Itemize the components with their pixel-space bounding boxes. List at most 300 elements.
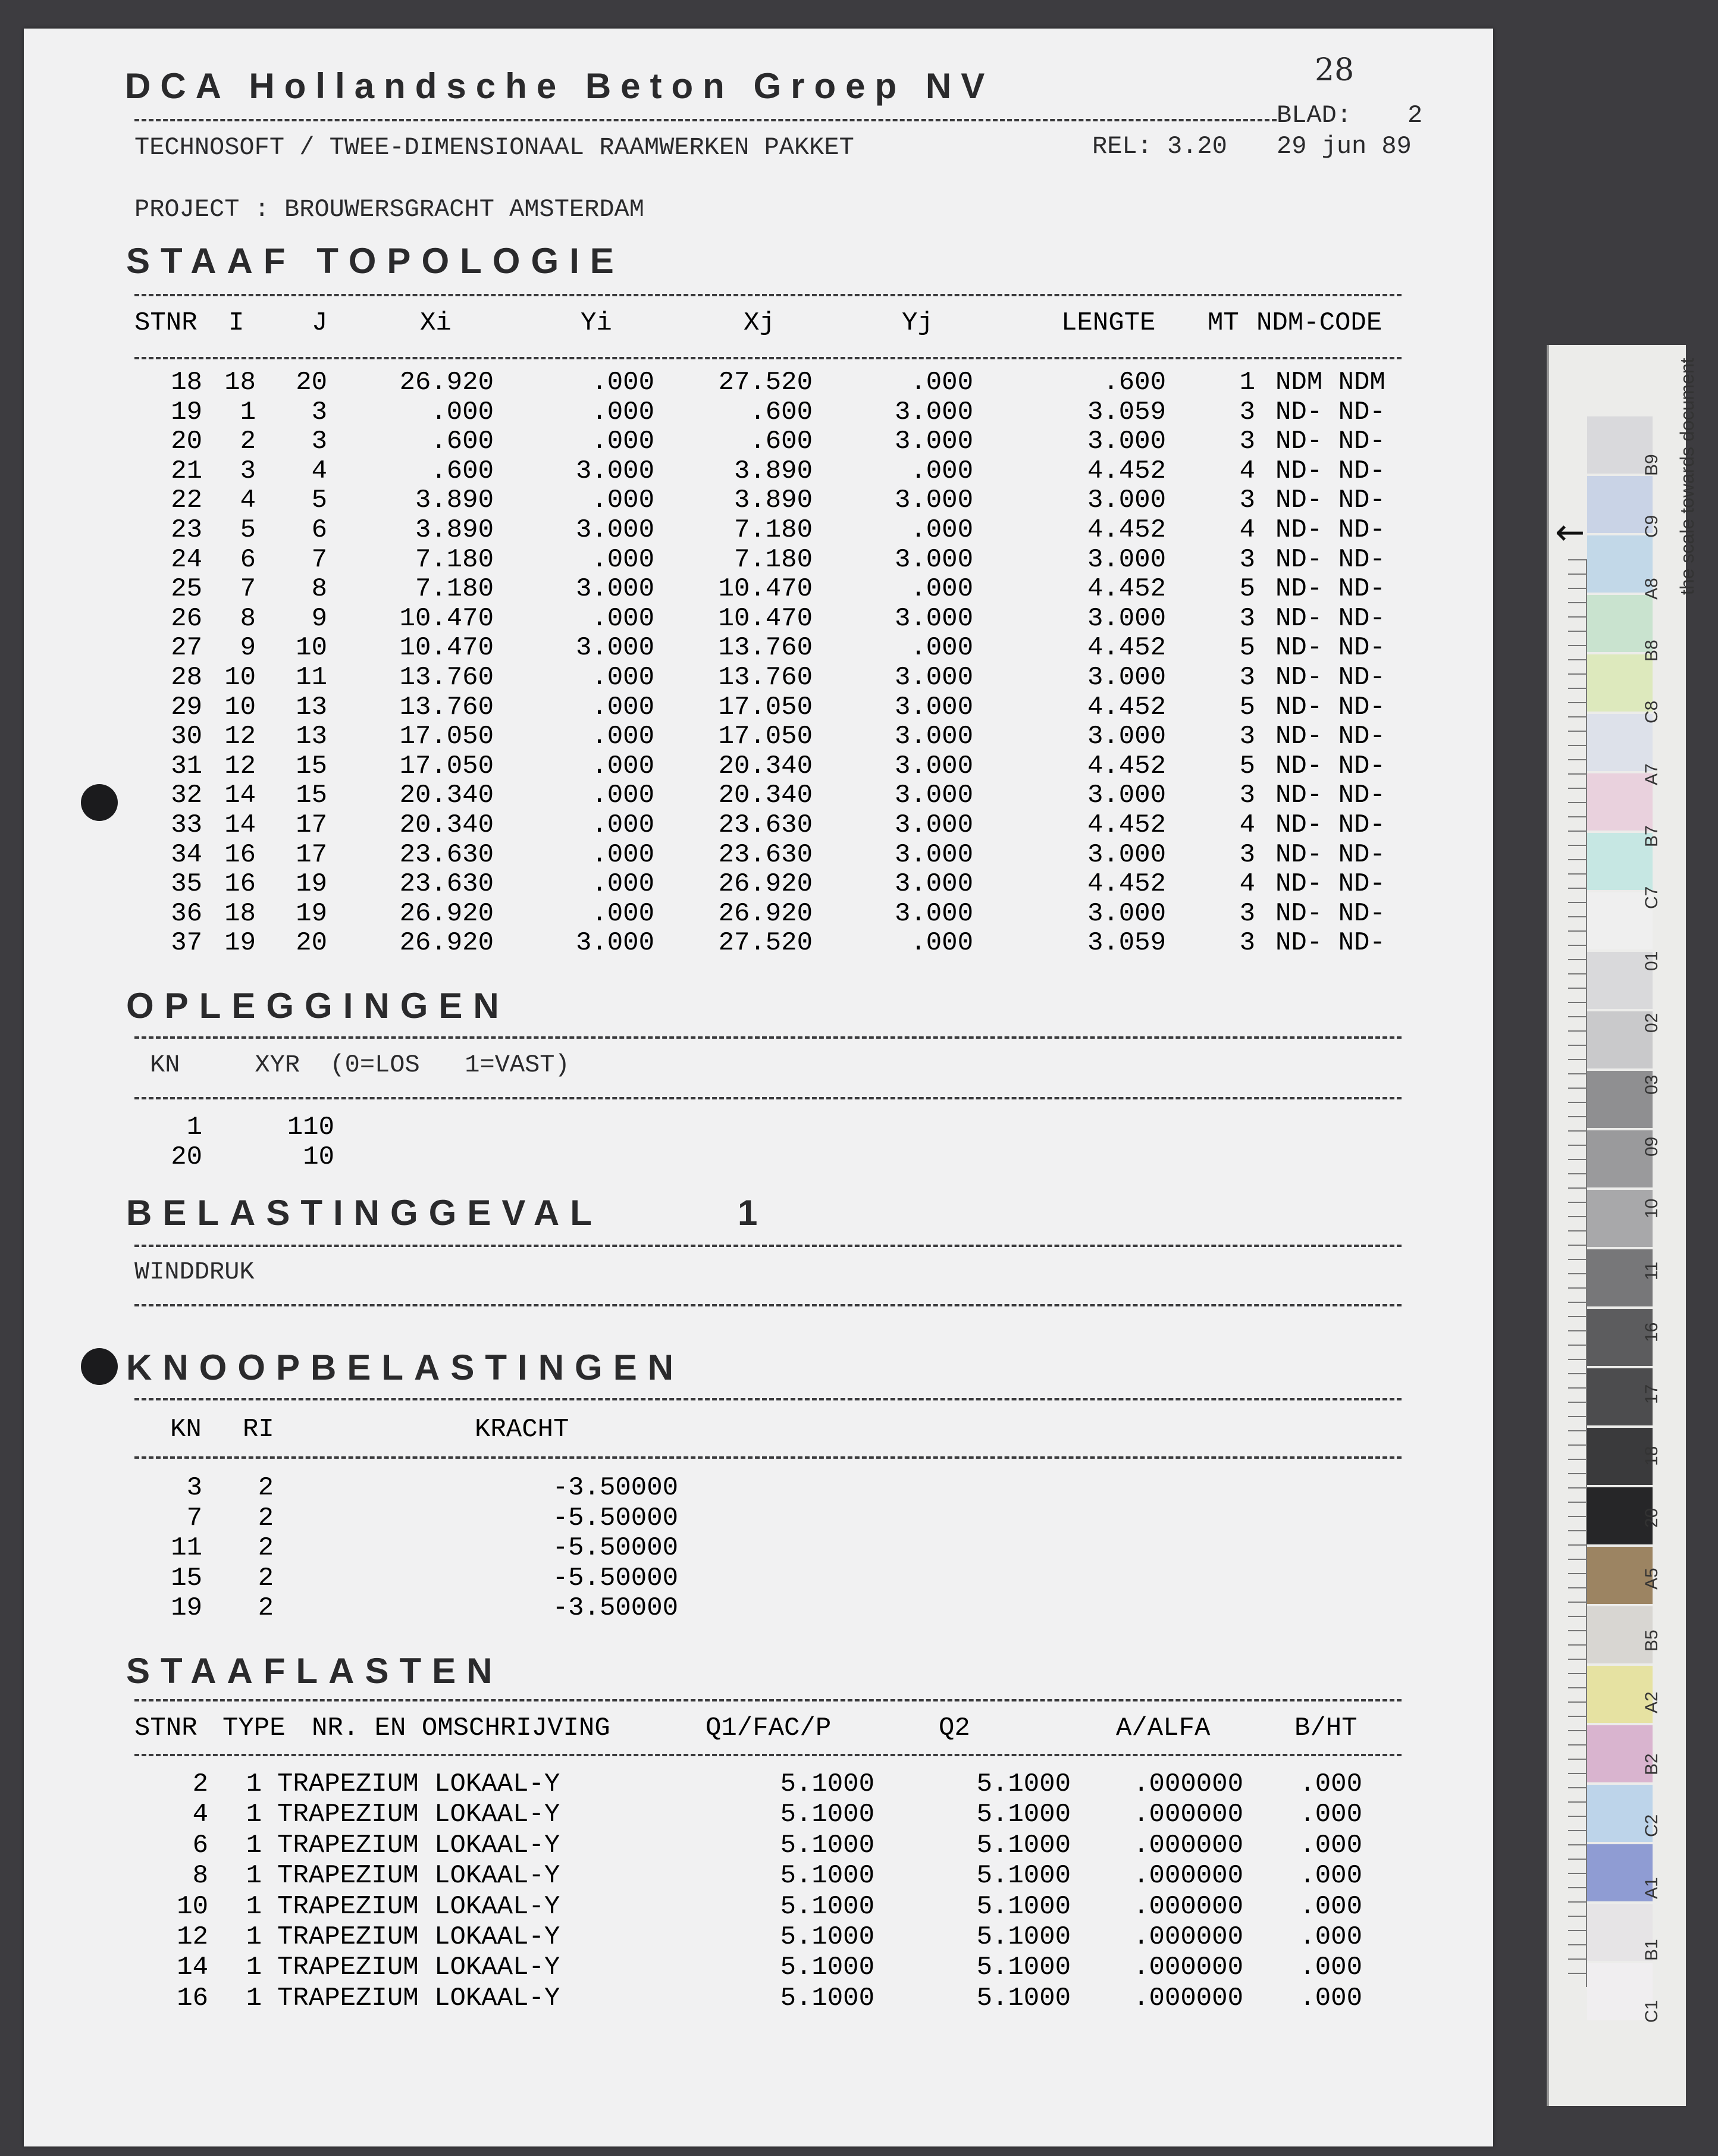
table-cell: 3.000	[894, 485, 973, 516]
table-cell: 32	[171, 781, 202, 811]
table-cell: 3.059	[1087, 397, 1166, 427]
table-cell: 7	[186, 1503, 202, 1533]
table-cell: 20	[296, 928, 327, 958]
table-cell: 7	[240, 574, 256, 604]
table-cell: .000	[1299, 1861, 1362, 1891]
section-title-staaf-topologie: STAAF TOPOLOGIE	[126, 241, 625, 281]
handwritten-page-number: 28	[1315, 52, 1355, 88]
table-cell: 1	[186, 1113, 202, 1142]
column-header: KRACHT	[475, 1415, 569, 1444]
table-cell: ND- ND-	[1275, 544, 1385, 575]
table-cell: 17.050	[718, 692, 813, 722]
table-cell: 2	[258, 1563, 274, 1593]
column-header: Xj	[744, 308, 775, 338]
table-cell: 24	[171, 544, 202, 575]
table-cell: .000	[591, 368, 654, 397]
table-cell: 7.180	[733, 544, 813, 575]
table-cell: TRAPEZIUM LOKAAL-Y	[277, 1922, 560, 1952]
color-patch-label: B1	[1642, 1939, 1661, 1961]
table-cell: TRAPEZIUM LOKAAL-Y	[277, 1800, 560, 1830]
table-cell: NDM NDM	[1275, 368, 1385, 397]
table-cell: 3.000	[894, 663, 973, 692]
section-title-knoopbelastingen: KNOOPBELASTINGEN	[126, 1348, 685, 1387]
table-cell: 37	[171, 928, 202, 958]
table-cell: 2	[258, 1503, 274, 1533]
table-cell: TRAPEZIUM LOKAAL-Y	[277, 1953, 560, 1983]
table-cell: 17.050	[718, 722, 813, 752]
belastinggeval-description: WINDDRUK	[134, 1258, 255, 1286]
divider	[134, 1398, 1402, 1400]
table-cell: ND- ND-	[1275, 633, 1385, 663]
table-cell: 5.1000	[976, 1861, 1071, 1891]
table-cell: 4.452	[1087, 751, 1166, 781]
table-cell: 15	[296, 751, 327, 781]
table-cell: ND- ND-	[1275, 485, 1385, 516]
table-cell: 3.000	[1087, 485, 1166, 516]
table-cell: 19	[171, 1593, 202, 1624]
table-cell: 16	[224, 869, 256, 900]
table-cell: 26.920	[399, 898, 494, 929]
table-cell: .000	[591, 603, 654, 634]
table-cell: .000	[591, 898, 654, 929]
table-cell: .000	[1299, 1983, 1362, 2013]
table-cell: 10	[177, 1891, 208, 1922]
table-cell: TRAPEZIUM LOKAAL-Y	[277, 1769, 560, 1799]
table-cell: 3	[1239, 839, 1255, 870]
punch-hole	[81, 1348, 118, 1385]
table-cell: TRAPEZIUM LOKAAL-Y	[277, 1983, 560, 2013]
table-cell: 3.000	[1087, 663, 1166, 692]
table-cell: 7.180	[415, 574, 494, 604]
table-cell: 3.000	[894, 427, 973, 457]
table-cell: 2	[258, 1533, 274, 1563]
table-cell: 10	[303, 1142, 334, 1172]
table-cell: 10.470	[399, 633, 494, 663]
table-cell: 19	[171, 397, 202, 427]
table-cell: 3	[1239, 603, 1255, 634]
table-cell: 27.520	[718, 368, 813, 397]
divider	[134, 1245, 1402, 1247]
table-cell: ND- ND-	[1275, 869, 1385, 900]
table-cell: ND- ND-	[1275, 810, 1385, 840]
table-cell: 1	[240, 397, 256, 427]
table-cell: 5.1000	[780, 1891, 874, 1922]
table-cell: 6	[240, 544, 256, 575]
table-cell: ND- ND-	[1275, 751, 1385, 781]
table-cell: 18	[171, 368, 202, 397]
table-cell: 26	[171, 603, 202, 634]
column-header: A/ALFA	[1116, 1713, 1211, 1743]
table-cell: .000	[431, 397, 494, 427]
table-cell: 14	[224, 810, 256, 840]
table-cell: 7	[311, 544, 327, 575]
table-cell: 20.340	[718, 751, 813, 781]
table-cell: .000	[591, 663, 654, 692]
table-cell: 23.630	[399, 869, 494, 900]
table-cell: .000	[1299, 1769, 1362, 1799]
column-header: Yi	[581, 308, 612, 338]
table-cell: 7.180	[733, 515, 813, 545]
table-cell: 5.1000	[780, 1983, 874, 2013]
table-cell: 3.000	[894, 722, 973, 752]
column-header: RI	[243, 1415, 274, 1444]
color-patch-label: 18	[1642, 1446, 1661, 1466]
table-cell: 19	[296, 869, 327, 900]
color-patch-label: 10	[1642, 1198, 1661, 1218]
table-cell: 3.000	[1087, 544, 1166, 575]
table-cell: .000	[1299, 1830, 1362, 1860]
divider	[134, 119, 1277, 121]
table-cell: 20.340	[399, 781, 494, 811]
table-cell: ND- ND-	[1275, 603, 1385, 634]
table-cell: 4	[1239, 810, 1255, 840]
table-cell: 17.050	[399, 751, 494, 781]
table-cell: ND- ND-	[1275, 839, 1385, 870]
table-cell: 20.340	[399, 810, 494, 840]
table-cell: 3	[186, 1473, 202, 1503]
table-cell: 4	[1239, 869, 1255, 900]
table-cell: 5	[1239, 574, 1255, 604]
table-cell: .000	[1299, 1800, 1362, 1830]
column-header: KN	[170, 1415, 202, 1444]
table-cell: 3	[1239, 663, 1255, 692]
table-cell: 23.630	[718, 839, 813, 870]
table-cell: 10	[224, 692, 256, 722]
table-cell: 5.1000	[976, 1953, 1071, 1983]
table-cell: 3.059	[1087, 928, 1166, 958]
table-cell: 5.1000	[780, 1922, 874, 1952]
scale-caption: the scale towards document	[1676, 358, 1698, 595]
table-cell: -5.50000	[552, 1563, 678, 1593]
table-cell: 3.000	[894, 810, 973, 840]
color-patch-label: B9	[1642, 454, 1661, 476]
table-cell: ND- ND-	[1275, 456, 1385, 486]
table-cell: 3.000	[575, 928, 654, 958]
table-cell: ND- ND-	[1275, 781, 1385, 811]
table-cell: .000	[591, 781, 654, 811]
table-cell: 16	[224, 839, 256, 870]
table-cell: 28	[171, 663, 202, 692]
table-cell: .000	[591, 692, 654, 722]
table-cell: 2	[258, 1593, 274, 1624]
arrow-icon: ←	[1555, 512, 1585, 553]
table-cell: 3	[311, 427, 327, 457]
table-cell: 13.760	[718, 663, 813, 692]
table-cell: 3.000	[894, 397, 973, 427]
table-cell: 4.452	[1087, 456, 1166, 486]
table-cell: 13.760	[718, 633, 813, 663]
table-cell: .000	[910, 574, 973, 604]
table-cell: 5.1000	[780, 1830, 874, 1860]
table-cell: 36	[171, 898, 202, 929]
table-cell: 29	[171, 692, 202, 722]
table-cell: 5.1000	[780, 1769, 874, 1799]
color-patch-label: A5	[1642, 1568, 1661, 1590]
table-cell: 3.000	[894, 603, 973, 634]
table-cell: 14	[177, 1953, 208, 1983]
color-patch-label: 17	[1642, 1384, 1661, 1404]
table-cell: 34	[171, 839, 202, 870]
table-cell: 26.920	[399, 928, 494, 958]
table-cell: 7.180	[415, 544, 494, 575]
table-cell: 26.920	[399, 368, 494, 397]
column-header: Q2	[939, 1713, 970, 1743]
table-cell: 3.000	[894, 869, 973, 900]
table-cell: .000	[910, 928, 973, 958]
table-cell: 3.000	[894, 692, 973, 722]
table-cell: .000	[591, 544, 654, 575]
table-cell: ND- ND-	[1275, 928, 1385, 958]
table-cell: .000000	[1133, 1953, 1243, 1983]
column-header: MT	[1208, 308, 1239, 338]
table-cell: 2	[258, 1473, 274, 1503]
table-cell: 35	[171, 869, 202, 900]
table-cell: 20	[171, 1142, 202, 1172]
color-patch-label: A8	[1642, 578, 1661, 600]
blad-label: BLAD:	[1277, 101, 1352, 130]
table-cell: 4.452	[1087, 810, 1166, 840]
table-cell: 1	[246, 1891, 262, 1922]
column-header: NR. EN OMSCHRIJVING	[312, 1713, 610, 1743]
table-cell: 25	[171, 574, 202, 604]
table-cell: 5.1000	[780, 1953, 874, 1983]
table-cell: 4.452	[1087, 574, 1166, 604]
color-patch-label: 09	[1642, 1136, 1661, 1157]
table-cell: 3	[1239, 928, 1255, 958]
section-title-belastinggeval: BELASTINGGEVAL	[126, 1193, 603, 1233]
table-cell: 3.000	[575, 633, 654, 663]
table-cell: 16	[177, 1983, 208, 2013]
table-cell: 3.000	[894, 751, 973, 781]
table-cell: 17	[296, 810, 327, 840]
table-cell: 5.1000	[780, 1800, 874, 1830]
column-header: Yj	[902, 308, 933, 338]
column-header: LENGTE	[1061, 308, 1156, 338]
column-header: STNR	[134, 1713, 197, 1743]
company-name: DCA Hollandsche Beton Groep NV	[125, 66, 995, 106]
table-cell: .000	[1299, 1891, 1362, 1922]
table-cell: .000000	[1133, 1983, 1243, 2013]
table-cell: -5.50000	[552, 1533, 678, 1563]
table-cell: .000	[591, 397, 654, 427]
color-patch-label: C9	[1642, 515, 1661, 538]
table-cell: 17.050	[399, 722, 494, 752]
release: REL: 3.20	[1092, 132, 1227, 161]
table-cell: 19	[224, 928, 256, 958]
table-cell: 5.1000	[780, 1861, 874, 1891]
color-patch-label: 01	[1642, 951, 1661, 971]
table-cell: 9	[240, 633, 256, 663]
column-header: J	[312, 308, 328, 338]
table-cell: 5.1000	[976, 1800, 1071, 1830]
table-cell: 3.000	[894, 781, 973, 811]
table-cell: .000	[910, 515, 973, 545]
column-header: Q1/FAC/P	[706, 1713, 832, 1743]
table-cell: 3	[1239, 427, 1255, 457]
table-cell: 5	[1239, 751, 1255, 781]
table-cell: ND- ND-	[1275, 574, 1385, 604]
table-cell: 4.452	[1087, 692, 1166, 722]
table-cell: .000	[591, 839, 654, 870]
table-cell: ND- ND-	[1275, 692, 1385, 722]
table-cell: 27	[171, 633, 202, 663]
table-cell: 1	[246, 1953, 262, 1983]
column-header: Xi	[420, 308, 452, 338]
color-patch-label: B5	[1642, 1629, 1661, 1652]
table-cell: 13.760	[399, 692, 494, 722]
divider	[134, 294, 1402, 296]
table-cell: 20	[296, 368, 327, 397]
table-cell: .000	[910, 633, 973, 663]
table-cell: .600	[750, 427, 813, 457]
table-cell: 5	[311, 485, 327, 516]
table-cell: 8	[240, 603, 256, 634]
color-patch-label: C8	[1642, 700, 1661, 723]
table-cell: .000000	[1133, 1830, 1243, 1860]
table-cell: 3.000	[1087, 427, 1166, 457]
color-patch-label: 11	[1642, 1261, 1661, 1280]
table-cell: 5.1000	[976, 1769, 1071, 1799]
table-cell: .000	[910, 368, 973, 397]
table-cell: 4.452	[1087, 869, 1166, 900]
table-cell: 4	[311, 456, 327, 486]
table-cell: 18	[224, 368, 256, 397]
table-cell: 10.470	[399, 603, 494, 634]
table-cell: .000000	[1133, 1769, 1243, 1799]
color-patch-label: A2	[1642, 1691, 1661, 1713]
table-cell: 5.1000	[976, 1830, 1071, 1860]
color-patch-label: C2	[1642, 1814, 1661, 1837]
table-cell: 5	[240, 515, 256, 545]
project-line: PROJECT : BROUWERSGRACHT AMSTERDAM	[134, 195, 644, 224]
color-patch-label: B2	[1642, 1753, 1661, 1775]
table-cell: 1	[246, 1800, 262, 1830]
table-cell: 3.000	[894, 839, 973, 870]
table-cell: 1	[246, 1922, 262, 1952]
table-cell: 1	[246, 1983, 262, 2013]
table-cell: 20.340	[718, 781, 813, 811]
table-cell: 1	[246, 1830, 262, 1860]
color-patch-label: 16	[1642, 1322, 1661, 1342]
subtitle: TECHNOSOFT / TWEE-DIMENSIONAAL RAAMWERKEN PAKKET	[134, 133, 854, 162]
table-cell: ND- ND-	[1275, 515, 1385, 545]
table-cell: 12	[177, 1922, 208, 1952]
table-cell: 2	[240, 427, 256, 457]
divider	[134, 1097, 1402, 1099]
table-cell: 23.630	[718, 810, 813, 840]
column-header: NDM-CODE	[1256, 308, 1382, 338]
table-cell: 23.630	[399, 839, 494, 870]
divider	[134, 1699, 1402, 1701]
table-cell: 8	[192, 1861, 208, 1891]
color-patch-label: 02	[1642, 1013, 1661, 1033]
table-cell: 4	[240, 485, 256, 516]
divider	[134, 357, 1402, 359]
table-cell: 4	[1239, 515, 1255, 545]
table-cell: .000	[910, 456, 973, 486]
table-cell: 18	[224, 898, 256, 929]
table-cell: 15	[171, 1563, 202, 1593]
table-cell: 12	[224, 751, 256, 781]
table-cell: ND- ND-	[1275, 663, 1385, 692]
color-patch-label: 03	[1642, 1074, 1661, 1095]
table-cell: 3	[240, 456, 256, 486]
divider	[134, 1304, 1402, 1306]
column-header: B/HT	[1294, 1713, 1358, 1743]
scale-ruler	[1568, 559, 1587, 1987]
table-cell: 30	[171, 722, 202, 752]
table-cell: 1	[246, 1769, 262, 1799]
table-cell: 26.920	[718, 869, 813, 900]
table-cell: 3.890	[733, 485, 813, 516]
table-cell: TRAPEZIUM LOKAAL-Y	[277, 1830, 560, 1860]
table-cell: 3.000	[1087, 722, 1166, 752]
table-cell: ND- ND-	[1275, 898, 1385, 929]
table-cell: .600	[1103, 368, 1166, 397]
table-cell: -5.50000	[552, 1503, 678, 1533]
table-cell: 13	[296, 692, 327, 722]
table-cell: 3	[311, 397, 327, 427]
table-cell: 19	[296, 898, 327, 929]
table-cell: 110	[287, 1113, 334, 1142]
table-cell: 11	[296, 663, 327, 692]
table-cell: 4	[1239, 456, 1255, 486]
table-cell: .000	[591, 869, 654, 900]
table-cell: 3.000	[1087, 898, 1166, 929]
table-cell: 26.920	[718, 898, 813, 929]
table-cell: 3.000	[894, 898, 973, 929]
section-title-opleggingen: OPLEGGINGEN	[126, 986, 510, 1026]
table-cell: .000	[591, 485, 654, 516]
table-cell: 4.452	[1087, 515, 1166, 545]
table-cell: 14	[224, 781, 256, 811]
table-cell: 6	[311, 515, 327, 545]
document-page	[24, 29, 1493, 2146]
table-cell: 12	[224, 722, 256, 752]
table-cell: 3	[1239, 722, 1255, 752]
table-cell: .600	[431, 456, 494, 486]
table-cell: 3.000	[575, 515, 654, 545]
column-header: I	[228, 308, 244, 338]
table-cell: TRAPEZIUM LOKAAL-Y	[277, 1861, 560, 1891]
color-patch-label: A1	[1642, 1877, 1661, 1899]
table-cell: 31	[171, 751, 202, 781]
color-patch-label: 20	[1642, 1508, 1661, 1528]
table-cell: 11	[171, 1533, 202, 1563]
table-cell: 1	[1239, 368, 1255, 397]
table-cell: 3	[1239, 397, 1255, 427]
table-cell: 20	[171, 427, 202, 457]
color-patch-label: C7	[1642, 886, 1661, 909]
table-cell: 8	[311, 574, 327, 604]
table-cell: 5	[1239, 692, 1255, 722]
table-cell: 17	[296, 839, 327, 870]
date: 29 jun 89	[1277, 132, 1412, 161]
table-cell: 10	[296, 633, 327, 663]
divider	[134, 1036, 1402, 1039]
table-cell: 5.1000	[976, 1922, 1071, 1952]
divider	[134, 1456, 1402, 1459]
table-cell: 22	[171, 485, 202, 516]
table-cell: .000	[1299, 1922, 1362, 1952]
table-cell: .000	[591, 751, 654, 781]
table-cell: 5.1000	[976, 1891, 1071, 1922]
table-cell: 3.000	[894, 544, 973, 575]
table-cell: .600	[750, 397, 813, 427]
table-cell: ND- ND-	[1275, 397, 1385, 427]
table-cell: 3	[1239, 485, 1255, 516]
table-cell: 3	[1239, 781, 1255, 811]
